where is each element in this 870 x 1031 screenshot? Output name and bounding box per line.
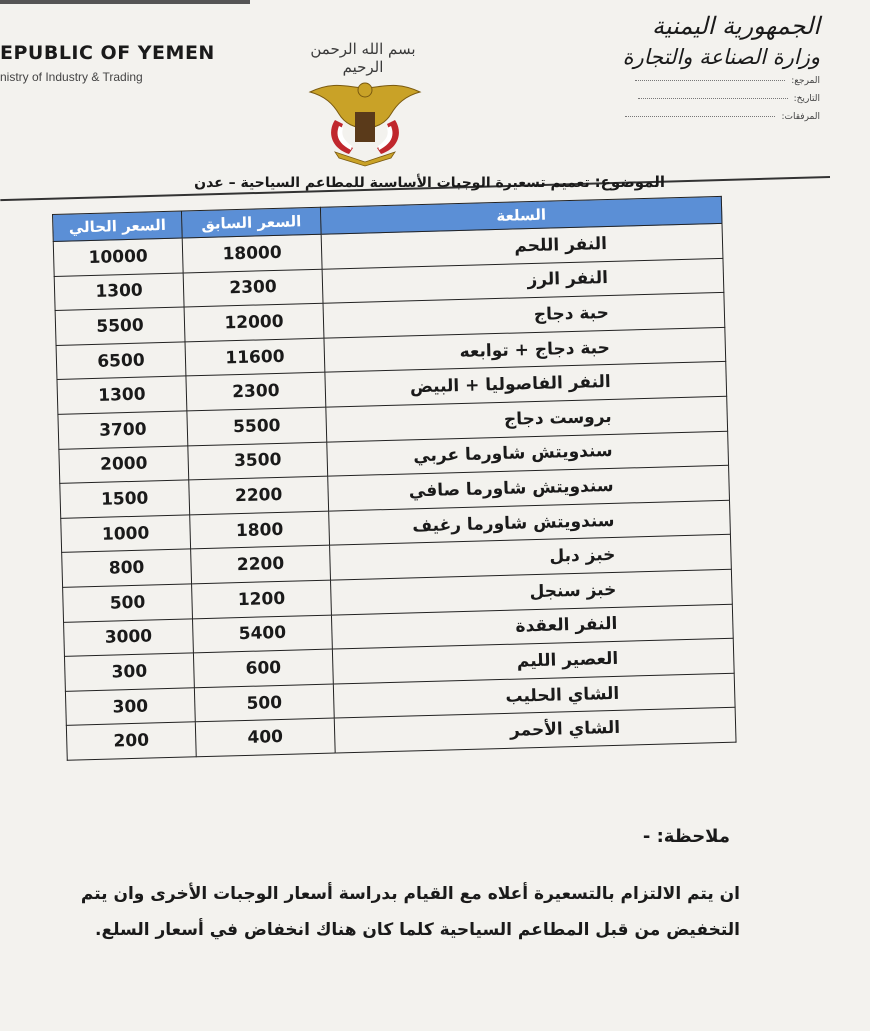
arabic-letterhead xyxy=(580,10,820,126)
cell-item-name: العصير الليم xyxy=(332,638,734,683)
cell-previous-price: 1200 xyxy=(192,580,332,618)
subject-label: الموضوع: xyxy=(594,173,665,191)
cell-previous-price: 5400 xyxy=(192,615,332,653)
cell-current-price: 3700 xyxy=(58,411,188,449)
cell-item-name: خبز سنجل xyxy=(331,569,733,614)
cell-current-price: 800 xyxy=(62,549,192,587)
ref-field: المرجع: xyxy=(580,72,820,90)
cell-item-name: بروست دجاج xyxy=(326,396,728,441)
header-current-price: السعر الحالي xyxy=(53,211,183,241)
note-body: ان يتم الالتزام بالتسعيرة أعلاه مع القيام بدراسة أسعار الوجبات الأخرى وان يتم التخفيض من قبل المطاعم السياحية كلما كان هناك انخفاض في أسعار السلع. xyxy=(80,884,740,940)
price-table xyxy=(52,196,737,761)
cell-current-price: 300 xyxy=(65,688,195,726)
header-previous-price: السعر السابق xyxy=(181,207,321,238)
cell-item-name: سندويتش شاورما عربي xyxy=(327,431,729,476)
subject-text: تعميم تسعيرة الوجبات الأساسية للمطاعم السياحية – عدن xyxy=(194,175,590,191)
top-edge-line xyxy=(0,0,250,4)
attachments-field: المرفقات: xyxy=(580,108,820,126)
cell-item-name: النفر اللحم xyxy=(321,223,723,268)
cell-item-name: سندويتش شاورما رغيف xyxy=(329,500,731,545)
date-field: التاريخ: xyxy=(580,90,820,108)
cell-current-price: 1000 xyxy=(61,515,191,553)
cell-previous-price: 600 xyxy=(193,649,333,687)
cell-item-name: الشاي الأحمر xyxy=(334,708,736,753)
cell-current-price: 1500 xyxy=(60,480,190,518)
cell-current-price: 3000 xyxy=(64,618,194,656)
cell-current-price: 1300 xyxy=(57,376,187,414)
cell-previous-price: 1800 xyxy=(190,511,330,549)
cell-item-name: حبة دجاج + توابعه xyxy=(324,327,726,372)
subject-line xyxy=(194,172,665,193)
cell-previous-price: 5500 xyxy=(187,407,327,445)
cell-current-price: 200 xyxy=(66,722,196,760)
note-title: ملاحظة: - xyxy=(642,826,730,847)
cell-previous-price: 11600 xyxy=(185,338,325,376)
arabic-republic-title: الجمهورية اليمنية xyxy=(651,12,820,40)
cell-item-name: النفر الفاصوليا + البيض xyxy=(325,362,727,407)
cell-previous-price: 500 xyxy=(194,684,334,722)
cell-item-name: النفر الرز xyxy=(322,258,724,303)
basmala: بسم الله الرحمن الرحيم xyxy=(310,40,416,76)
english-subtitle: nistry of Industry & Trading xyxy=(0,70,143,84)
cell-current-price: 2000 xyxy=(59,445,189,483)
header-item: السلعة xyxy=(320,196,722,234)
cell-previous-price: 3500 xyxy=(188,442,328,480)
english-letterhead xyxy=(0,42,260,84)
yemen-eagle-emblem-icon xyxy=(305,70,425,170)
cell-previous-price: 2200 xyxy=(191,545,331,583)
english-title: EPUBLIC OF YEMEN xyxy=(0,42,215,64)
cell-previous-price: 2300 xyxy=(183,269,323,307)
cell-previous-price: 2200 xyxy=(189,476,329,514)
cell-current-price: 6500 xyxy=(56,342,186,380)
cell-item-name: سندويتش شاورما صافي xyxy=(328,465,730,510)
cell-item-name: حبة دجاج xyxy=(323,293,725,338)
cell-current-price: 1300 xyxy=(54,273,184,311)
cell-current-price: 300 xyxy=(64,653,194,691)
cell-current-price: 500 xyxy=(63,584,193,622)
cell-item-name: النفر العقدة xyxy=(331,604,733,649)
cell-previous-price: 2300 xyxy=(186,373,326,411)
cell-previous-price: 12000 xyxy=(184,303,324,341)
cell-previous-price: 18000 xyxy=(182,234,322,272)
cell-current-price: 10000 xyxy=(53,238,183,276)
cell-previous-price: 400 xyxy=(195,718,335,756)
cell-item-name: خبز دبل xyxy=(330,535,732,580)
cell-current-price: 5500 xyxy=(55,307,185,345)
cell-item-name: الشاي الحليب xyxy=(333,673,735,718)
arabic-ministry-title: وزارة الصناعة والتجارة xyxy=(622,45,820,69)
